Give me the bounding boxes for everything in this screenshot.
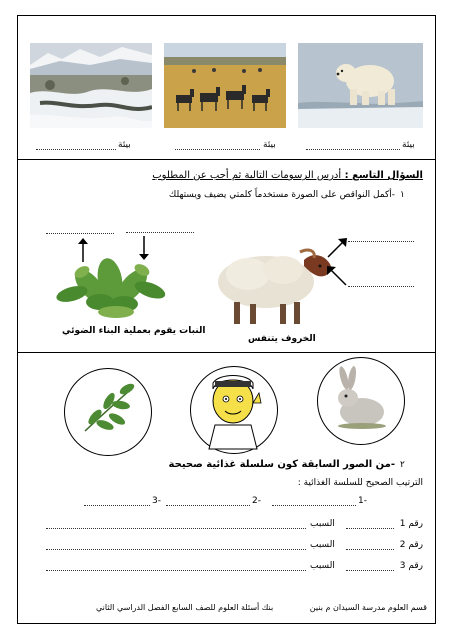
row-2-reason: السبب	[310, 540, 335, 550]
part1-text: -أكمل النواقص على الصورة مستخدماً كلمتي يضيف ويستهلك	[168, 190, 395, 200]
row-3-answer[interactable]	[346, 570, 394, 571]
row-1-reason: السبب	[310, 519, 335, 529]
footer-left: بنك أسئلة العلوم للصف السابع الفصل الدراسي الثاني	[96, 603, 274, 612]
polar-bear-photo	[298, 43, 423, 128]
habitat-label-1: بيئة	[118, 140, 131, 150]
habitat-label-2: بيئة	[263, 140, 276, 150]
row-2-answer[interactable]	[346, 549, 394, 550]
sheep-answer-bottom[interactable]	[348, 286, 414, 287]
herb-plant-image	[50, 250, 170, 322]
tundra-photo	[30, 43, 152, 128]
rabbit-circle	[317, 357, 405, 445]
order-label: الترتيب الصحيح للسلسة الغذائية :	[297, 478, 423, 488]
chain-slot-2: 2-	[252, 496, 261, 506]
row-3-label: رقم 3	[399, 561, 423, 571]
boy-circle	[190, 366, 278, 454]
chain-slot-1: 1-	[358, 496, 367, 506]
plant-answer-left[interactable]	[46, 233, 114, 234]
plant-caption: النبات يقوم بعملية البناء الضوئي	[62, 326, 206, 336]
row-3-reason-answer[interactable]	[46, 570, 306, 571]
plant-answer-right[interactable]	[126, 232, 194, 233]
row-1-answer[interactable]	[346, 528, 394, 529]
part2-number: ٢	[400, 460, 405, 470]
chain-slot-3: 3-	[152, 496, 161, 506]
question-heading	[152, 170, 423, 181]
savanna-photo	[164, 43, 286, 128]
sheep-arrow-in-icon	[326, 265, 348, 287]
divider-middle	[17, 352, 436, 353]
habitat-answer-1[interactable]	[36, 149, 116, 150]
row-2-label: رقم 2	[399, 540, 423, 550]
question-number-label: السؤال التاسع :	[344, 170, 423, 181]
chain-slot-3-answer[interactable]	[84, 505, 150, 506]
sheep-caption: الخروف يتنفس	[248, 334, 316, 344]
part2-text: -من الصور السابقة كون سلسلة غذائية صحيحة	[168, 459, 395, 470]
leaves-circle	[64, 368, 152, 456]
habitat-answer-2[interactable]	[175, 149, 260, 150]
footer-right: قسم العلوم مدرسة السيدان م بنين	[309, 603, 427, 612]
sheep-arrow-out-icon	[326, 237, 348, 259]
row-2-reason-answer[interactable]	[46, 549, 306, 550]
sheep-answer-top[interactable]	[348, 241, 414, 242]
row-1-reason-answer[interactable]	[46, 528, 306, 529]
question-instruction: أدرس الرسومات التالية ثم أجب عن المطلوب	[152, 170, 342, 181]
sheep-image	[208, 240, 336, 328]
habitat-label-3: بيئة	[402, 140, 415, 150]
divider-top	[17, 159, 436, 160]
chain-slot-2-answer[interactable]	[166, 505, 250, 506]
row-1-label: رقم 1	[399, 519, 423, 529]
part1-number: ١	[400, 190, 405, 200]
chain-slot-1-answer[interactable]	[272, 505, 356, 506]
row-3-reason: السبب	[310, 561, 335, 571]
habitat-answer-3[interactable]	[306, 149, 400, 150]
